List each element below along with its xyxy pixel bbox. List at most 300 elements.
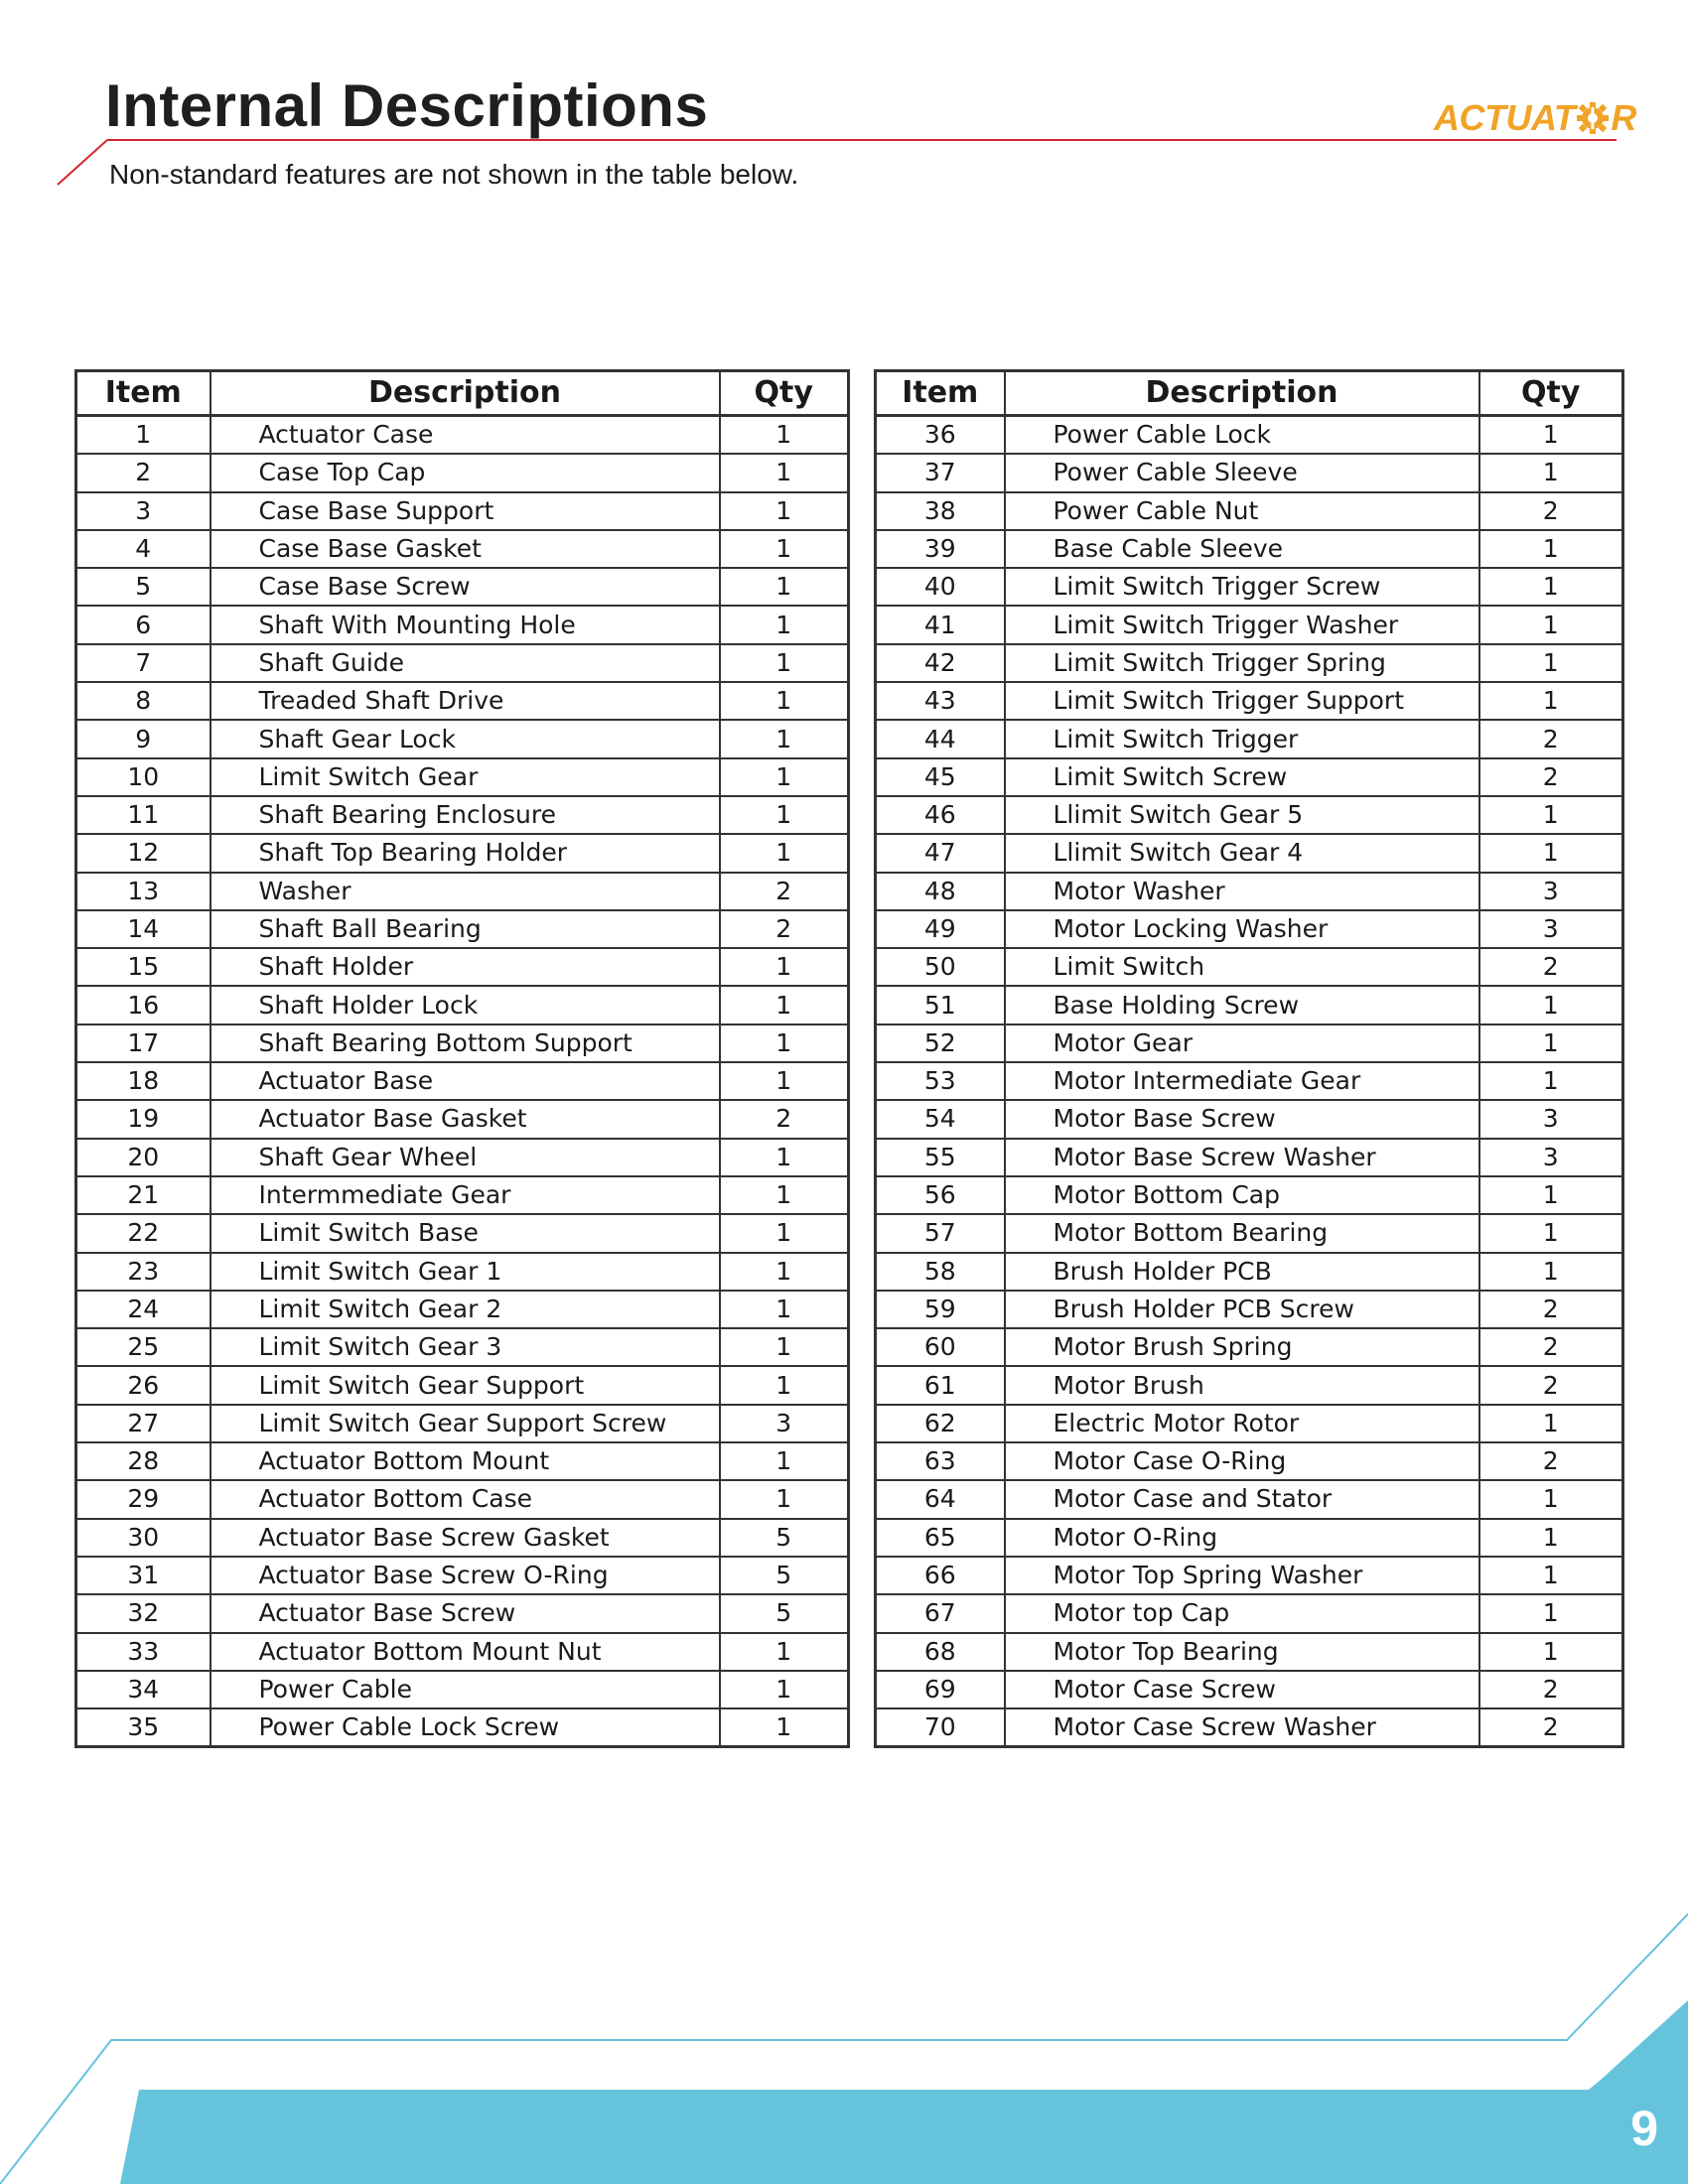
- qty-cell: 1: [1479, 644, 1623, 682]
- footer-decoration: [0, 1866, 1688, 2184]
- table-row: [876, 1480, 1623, 1518]
- description-cell: Limit Switch: [1005, 948, 1479, 986]
- item-cell: 9: [76, 720, 211, 757]
- description-cell: Limit Switch Gear Support: [211, 1366, 720, 1404]
- table-row: [76, 1100, 849, 1138]
- qty-cell: 1: [720, 1328, 849, 1366]
- item-cell: 69: [876, 1671, 1005, 1708]
- item-cell: 49: [876, 910, 1005, 948]
- table-row: [76, 416, 849, 455]
- item-cell: 68: [876, 1633, 1005, 1671]
- description-cell: Washer: [211, 873, 720, 910]
- description-cell: Motor Bottom Cap: [1005, 1176, 1479, 1214]
- table-row: [876, 492, 1623, 530]
- qty-cell: 2: [1479, 948, 1623, 986]
- table-row: [876, 1328, 1623, 1366]
- description-cell: Actuator Base: [211, 1062, 720, 1100]
- qty-cell: 1: [720, 1139, 849, 1176]
- table-row: [76, 948, 849, 986]
- item-cell: 40: [876, 568, 1005, 606]
- item-cell: 24: [76, 1291, 211, 1328]
- table-header-row: [76, 371, 849, 416]
- table-row: [76, 1671, 849, 1708]
- table-row: [876, 1176, 1623, 1214]
- qty-cell: 1: [720, 758, 849, 796]
- table-row: [76, 873, 849, 910]
- qty-cell: 1: [1479, 796, 1623, 834]
- qty-cell: 1: [1479, 1024, 1623, 1062]
- item-cell: 47: [876, 834, 1005, 872]
- qty-cell: 1: [1479, 1633, 1623, 1671]
- table-row: [876, 720, 1623, 757]
- qty-cell: 1: [720, 1480, 849, 1518]
- qty-cell: 3: [1479, 873, 1623, 910]
- item-cell: 54: [876, 1100, 1005, 1138]
- qty-cell: 1: [720, 720, 849, 757]
- table-row: [876, 1139, 1623, 1176]
- description-cell: Limit Switch Gear 2: [211, 1291, 720, 1328]
- table-row: [76, 1139, 849, 1176]
- item-cell: 64: [876, 1480, 1005, 1518]
- description-cell: Llimit Switch Gear 5: [1005, 796, 1479, 834]
- description-cell: Shaft Holder Lock: [211, 986, 720, 1024]
- item-cell: 32: [76, 1594, 211, 1632]
- table-row: [76, 1366, 849, 1404]
- description-cell: Limit Switch Trigger Support: [1005, 682, 1479, 720]
- qty-cell: 1: [1479, 1594, 1623, 1632]
- item-cell: 10: [76, 758, 211, 796]
- item-cell: 2: [76, 454, 211, 491]
- parts-table-right: [874, 369, 1624, 1748]
- column-header-description: Description: [211, 371, 720, 416]
- item-cell: 19: [76, 1100, 211, 1138]
- description-cell: Motor Case O-Ring: [1005, 1442, 1479, 1480]
- qty-cell: 1: [720, 1291, 849, 1328]
- item-cell: 53: [876, 1062, 1005, 1100]
- qty-cell: 1: [720, 1442, 849, 1480]
- table-row: [76, 834, 849, 872]
- qty-cell: 1: [720, 530, 849, 568]
- description-cell: Power Cable Sleeve: [1005, 454, 1479, 491]
- item-cell: 28: [76, 1442, 211, 1480]
- table-row: [76, 1633, 849, 1671]
- description-cell: Power Cable Lock: [1005, 416, 1479, 455]
- description-cell: Base Holding Screw: [1005, 986, 1479, 1024]
- item-cell: 66: [876, 1557, 1005, 1594]
- table-row: [876, 1405, 1623, 1442]
- description-cell: Power Cable: [211, 1671, 720, 1708]
- description-cell: Limit Switch Trigger Screw: [1005, 568, 1479, 606]
- item-cell: 50: [876, 948, 1005, 986]
- description-cell: Limit Switch Gear 1: [211, 1253, 720, 1291]
- qty-cell: 1: [720, 1366, 849, 1404]
- qty-cell: 1: [1479, 1557, 1623, 1594]
- description-cell: Case Base Screw: [211, 568, 720, 606]
- description-cell: Motor Washer: [1005, 873, 1479, 910]
- table-row: [876, 1594, 1623, 1632]
- qty-cell: 3: [720, 1405, 849, 1442]
- table-row: [876, 1366, 1623, 1404]
- parts-table-left-body: [76, 416, 849, 1747]
- description-cell: Actuator Base Screw Gasket: [211, 1519, 720, 1557]
- item-cell: 52: [876, 1024, 1005, 1062]
- item-cell: 29: [76, 1480, 211, 1518]
- table-row: [76, 720, 849, 757]
- description-cell: Motor Top Bearing: [1005, 1633, 1479, 1671]
- description-cell: Intermmediate Gear: [211, 1176, 720, 1214]
- item-cell: 12: [76, 834, 211, 872]
- description-cell: Limit Switch Gear Support Screw: [211, 1405, 720, 1442]
- table-row: [876, 1253, 1623, 1291]
- item-cell: 34: [76, 1671, 211, 1708]
- item-cell: 42: [876, 644, 1005, 682]
- qty-cell: 5: [720, 1594, 849, 1632]
- item-cell: 58: [876, 1253, 1005, 1291]
- table-row: [76, 606, 849, 643]
- description-cell: Shaft Holder: [211, 948, 720, 986]
- description-cell: Power Cable Lock Screw: [211, 1708, 720, 1747]
- item-cell: 27: [76, 1405, 211, 1442]
- table-row: [876, 682, 1623, 720]
- item-cell: 30: [76, 1519, 211, 1557]
- description-cell: Actuator Base Gasket: [211, 1100, 720, 1138]
- item-cell: 22: [76, 1214, 211, 1252]
- table-row: [876, 1291, 1623, 1328]
- table-row: [76, 644, 849, 682]
- item-cell: 45: [876, 758, 1005, 796]
- item-cell: 17: [76, 1024, 211, 1062]
- item-cell: 51: [876, 986, 1005, 1024]
- table-row: [76, 758, 849, 796]
- qty-cell: 5: [720, 1557, 849, 1594]
- qty-cell: 3: [1479, 910, 1623, 948]
- table-row: [876, 1024, 1623, 1062]
- description-cell: Shaft Bearing Bottom Support: [211, 1024, 720, 1062]
- table-row: [876, 1633, 1623, 1671]
- parts-table-left: [74, 369, 850, 1748]
- item-cell: 36: [876, 416, 1005, 455]
- table-row: [876, 834, 1623, 872]
- item-cell: 21: [76, 1176, 211, 1214]
- brand-logo: [1434, 93, 1636, 143]
- qty-cell: 1: [720, 1214, 849, 1252]
- qty-cell: 1: [720, 454, 849, 491]
- item-cell: 63: [876, 1442, 1005, 1480]
- page-number: 9: [1630, 2101, 1658, 2156]
- table-row: [876, 1519, 1623, 1557]
- item-cell: 60: [876, 1328, 1005, 1366]
- description-cell: Limit Switch Base: [211, 1214, 720, 1252]
- item-cell: 7: [76, 644, 211, 682]
- qty-cell: 2: [720, 910, 849, 948]
- qty-cell: 1: [1479, 1253, 1623, 1291]
- qty-cell: 1: [1479, 834, 1623, 872]
- item-cell: 4: [76, 530, 211, 568]
- item-cell: 41: [876, 606, 1005, 643]
- logo-text-left: ACTUAT: [1434, 97, 1576, 138]
- qty-cell: 1: [1479, 606, 1623, 643]
- item-cell: 6: [76, 606, 211, 643]
- description-cell: Brush Holder PCB Screw: [1005, 1291, 1479, 1328]
- parts-table-right-body: [876, 416, 1623, 1747]
- qty-cell: 1: [1479, 1519, 1623, 1557]
- table-row: [876, 530, 1623, 568]
- column-header-item: Item: [76, 371, 211, 416]
- table-row: [76, 492, 849, 530]
- table-row: [876, 1100, 1623, 1138]
- item-cell: 44: [876, 720, 1005, 757]
- item-cell: 67: [876, 1594, 1005, 1632]
- description-cell: Limit Switch Gear 3: [211, 1328, 720, 1366]
- item-cell: 13: [76, 873, 211, 910]
- qty-cell: 1: [1479, 1214, 1623, 1252]
- qty-cell: 3: [1479, 1100, 1623, 1138]
- qty-cell: 1: [1479, 1062, 1623, 1100]
- description-cell: Brush Holder PCB: [1005, 1253, 1479, 1291]
- table-row: [876, 986, 1623, 1024]
- description-cell: Motor Bottom Bearing: [1005, 1214, 1479, 1252]
- item-cell: 46: [876, 796, 1005, 834]
- qty-cell: 1: [720, 568, 849, 606]
- table-row: [76, 1480, 849, 1518]
- table-header-row: [876, 371, 1623, 416]
- item-cell: 31: [76, 1557, 211, 1594]
- qty-cell: 1: [720, 834, 849, 872]
- table-row: [876, 454, 1623, 491]
- qty-cell: 2: [1479, 492, 1623, 530]
- qty-cell: 1: [1479, 416, 1623, 455]
- qty-cell: 1: [720, 1633, 849, 1671]
- item-cell: 59: [876, 1291, 1005, 1328]
- description-cell: Actuator Bottom Mount Nut: [211, 1633, 720, 1671]
- description-cell: Actuator Bottom Mount: [211, 1442, 720, 1480]
- description-cell: Treaded Shaft Drive: [211, 682, 720, 720]
- table-row: [876, 1442, 1623, 1480]
- table-row: [876, 606, 1623, 643]
- item-cell: 1: [76, 416, 211, 455]
- description-cell: Shaft With Mounting Hole: [211, 606, 720, 643]
- gear-icon: [1577, 101, 1609, 135]
- table-row: [76, 1062, 849, 1100]
- qty-cell: 2: [1479, 1328, 1623, 1366]
- table-row: [876, 416, 1623, 455]
- item-cell: 20: [76, 1139, 211, 1176]
- table-row: [876, 568, 1623, 606]
- description-cell: Limit Switch Screw: [1005, 758, 1479, 796]
- table-row: [76, 1442, 849, 1480]
- item-cell: 37: [876, 454, 1005, 491]
- qty-cell: 1: [720, 416, 849, 455]
- item-cell: 11: [76, 796, 211, 834]
- qty-cell: 1: [1479, 682, 1623, 720]
- table-row: [876, 1708, 1623, 1747]
- table-row: [876, 910, 1623, 948]
- description-cell: Motor Brush Spring: [1005, 1328, 1479, 1366]
- qty-cell: 1: [1479, 454, 1623, 491]
- item-cell: 16: [76, 986, 211, 1024]
- description-cell: Shaft Top Bearing Holder: [211, 834, 720, 872]
- table-row: [76, 1405, 849, 1442]
- table-row: [876, 1062, 1623, 1100]
- description-cell: Motor Locking Washer: [1005, 910, 1479, 948]
- item-cell: 70: [876, 1708, 1005, 1747]
- item-cell: 3: [76, 492, 211, 530]
- table-row: [76, 1708, 849, 1747]
- table-row: [76, 454, 849, 491]
- qty-cell: 1: [720, 986, 849, 1024]
- description-cell: Motor Base Screw Washer: [1005, 1139, 1479, 1176]
- item-cell: 43: [876, 682, 1005, 720]
- qty-cell: 1: [720, 1176, 849, 1214]
- item-cell: 62: [876, 1405, 1005, 1442]
- qty-cell: 1: [1479, 1176, 1623, 1214]
- item-cell: 38: [876, 492, 1005, 530]
- item-cell: 35: [76, 1708, 211, 1747]
- table-row: [876, 873, 1623, 910]
- qty-cell: 1: [720, 796, 849, 834]
- qty-cell: 1: [1479, 986, 1623, 1024]
- table-row: [76, 986, 849, 1024]
- description-cell: Shaft Ball Bearing: [211, 910, 720, 948]
- qty-cell: 2: [720, 1100, 849, 1138]
- item-cell: 61: [876, 1366, 1005, 1404]
- page-title: Internal Descriptions: [105, 72, 709, 139]
- description-cell: Motor Case Screw Washer: [1005, 1708, 1479, 1747]
- description-cell: Power Cable Nut: [1005, 492, 1479, 530]
- description-cell: Actuator Base Screw O-Ring: [211, 1557, 720, 1594]
- item-cell: 26: [76, 1366, 211, 1404]
- item-cell: 25: [76, 1328, 211, 1366]
- description-cell: Case Top Cap: [211, 454, 720, 491]
- table-row: [76, 1291, 849, 1328]
- qty-cell: 2: [720, 873, 849, 910]
- qty-cell: 1: [720, 492, 849, 530]
- description-cell: Base Cable Sleeve: [1005, 530, 1479, 568]
- item-cell: 55: [876, 1139, 1005, 1176]
- qty-cell: 2: [1479, 1708, 1623, 1747]
- table-row: [876, 796, 1623, 834]
- description-cell: Motor Case and Stator: [1005, 1480, 1479, 1518]
- column-header-description: Description: [1005, 371, 1479, 416]
- qty-cell: 1: [720, 606, 849, 643]
- item-cell: 48: [876, 873, 1005, 910]
- qty-cell: 2: [1479, 1671, 1623, 1708]
- table-row: [76, 1594, 849, 1632]
- description-cell: Motor Base Screw: [1005, 1100, 1479, 1138]
- qty-cell: 1: [1479, 1480, 1623, 1518]
- item-cell: 5: [76, 568, 211, 606]
- table-row: [76, 1557, 849, 1594]
- item-cell: 14: [76, 910, 211, 948]
- item-cell: 56: [876, 1176, 1005, 1214]
- table-row: [876, 758, 1623, 796]
- item-cell: 57: [876, 1214, 1005, 1252]
- description-cell: Limit Switch Trigger Washer: [1005, 606, 1479, 643]
- table-row: [876, 644, 1623, 682]
- qty-cell: 1: [720, 1253, 849, 1291]
- item-cell: 65: [876, 1519, 1005, 1557]
- description-cell: Actuator Case: [211, 416, 720, 455]
- table-row: [76, 568, 849, 606]
- qty-cell: 1: [720, 1024, 849, 1062]
- qty-cell: 5: [720, 1519, 849, 1557]
- qty-cell: 2: [1479, 720, 1623, 757]
- description-cell: Case Base Support: [211, 492, 720, 530]
- table-row: [76, 1519, 849, 1557]
- item-cell: 33: [76, 1633, 211, 1671]
- description-cell: Motor Brush: [1005, 1366, 1479, 1404]
- qty-cell: 2: [1479, 758, 1623, 796]
- table-row: [76, 530, 849, 568]
- column-header-item: Item: [876, 371, 1005, 416]
- qty-cell: 1: [720, 1708, 849, 1747]
- description-cell: Case Base Gasket: [211, 530, 720, 568]
- description-cell: Motor Gear: [1005, 1024, 1479, 1062]
- description-cell: Electric Motor Rotor: [1005, 1405, 1479, 1442]
- table-row: [76, 796, 849, 834]
- table-row: [876, 1557, 1623, 1594]
- qty-cell: 1: [720, 682, 849, 720]
- description-cell: Shaft Bearing Enclosure: [211, 796, 720, 834]
- description-cell: Limit Switch Trigger Spring: [1005, 644, 1479, 682]
- table-row: [76, 1214, 849, 1252]
- table-row: [76, 682, 849, 720]
- table-row: [876, 1671, 1623, 1708]
- description-cell: Motor O-Ring: [1005, 1519, 1479, 1557]
- item-cell: 23: [76, 1253, 211, 1291]
- description-cell: Shaft Guide: [211, 644, 720, 682]
- table-row: [76, 910, 849, 948]
- table-row: [76, 1328, 849, 1366]
- item-cell: 39: [876, 530, 1005, 568]
- qty-cell: 2: [1479, 1366, 1623, 1404]
- table-row: [876, 948, 1623, 986]
- column-header-qty: Qty: [1479, 371, 1623, 416]
- qty-cell: 1: [1479, 1405, 1623, 1442]
- qty-cell: 1: [1479, 568, 1623, 606]
- description-cell: Shaft Gear Wheel: [211, 1139, 720, 1176]
- description-cell: Limit Switch Trigger: [1005, 720, 1479, 757]
- qty-cell: 3: [1479, 1139, 1623, 1176]
- qty-cell: 1: [1479, 530, 1623, 568]
- description-cell: Llimit Switch Gear 4: [1005, 834, 1479, 872]
- description-cell: Limit Switch Gear: [211, 758, 720, 796]
- qty-cell: 1: [720, 644, 849, 682]
- table-row: [76, 1253, 849, 1291]
- qty-cell: 1: [720, 1671, 849, 1708]
- item-cell: 15: [76, 948, 211, 986]
- logo-text-right: R: [1611, 97, 1636, 138]
- description-cell: Actuator Bottom Case: [211, 1480, 720, 1518]
- table-row: [876, 1214, 1623, 1252]
- item-cell: 8: [76, 682, 211, 720]
- qty-cell: 1: [720, 948, 849, 986]
- item-cell: 18: [76, 1062, 211, 1100]
- description-cell: Motor Case Screw: [1005, 1671, 1479, 1708]
- description-cell: Shaft Gear Lock: [211, 720, 720, 757]
- qty-cell: 1: [720, 1062, 849, 1100]
- description-cell: Motor Intermediate Gear: [1005, 1062, 1479, 1100]
- qty-cell: 2: [1479, 1442, 1623, 1480]
- table-row: [76, 1024, 849, 1062]
- description-cell: Motor Top Spring Washer: [1005, 1557, 1479, 1594]
- page-subtitle: Non-standard features are not shown in the table below.: [109, 159, 799, 190]
- description-cell: Motor top Cap: [1005, 1594, 1479, 1632]
- table-row: [76, 1176, 849, 1214]
- qty-cell: 2: [1479, 1291, 1623, 1328]
- column-header-qty: Qty: [720, 371, 849, 416]
- description-cell: Actuator Base Screw: [211, 1594, 720, 1632]
